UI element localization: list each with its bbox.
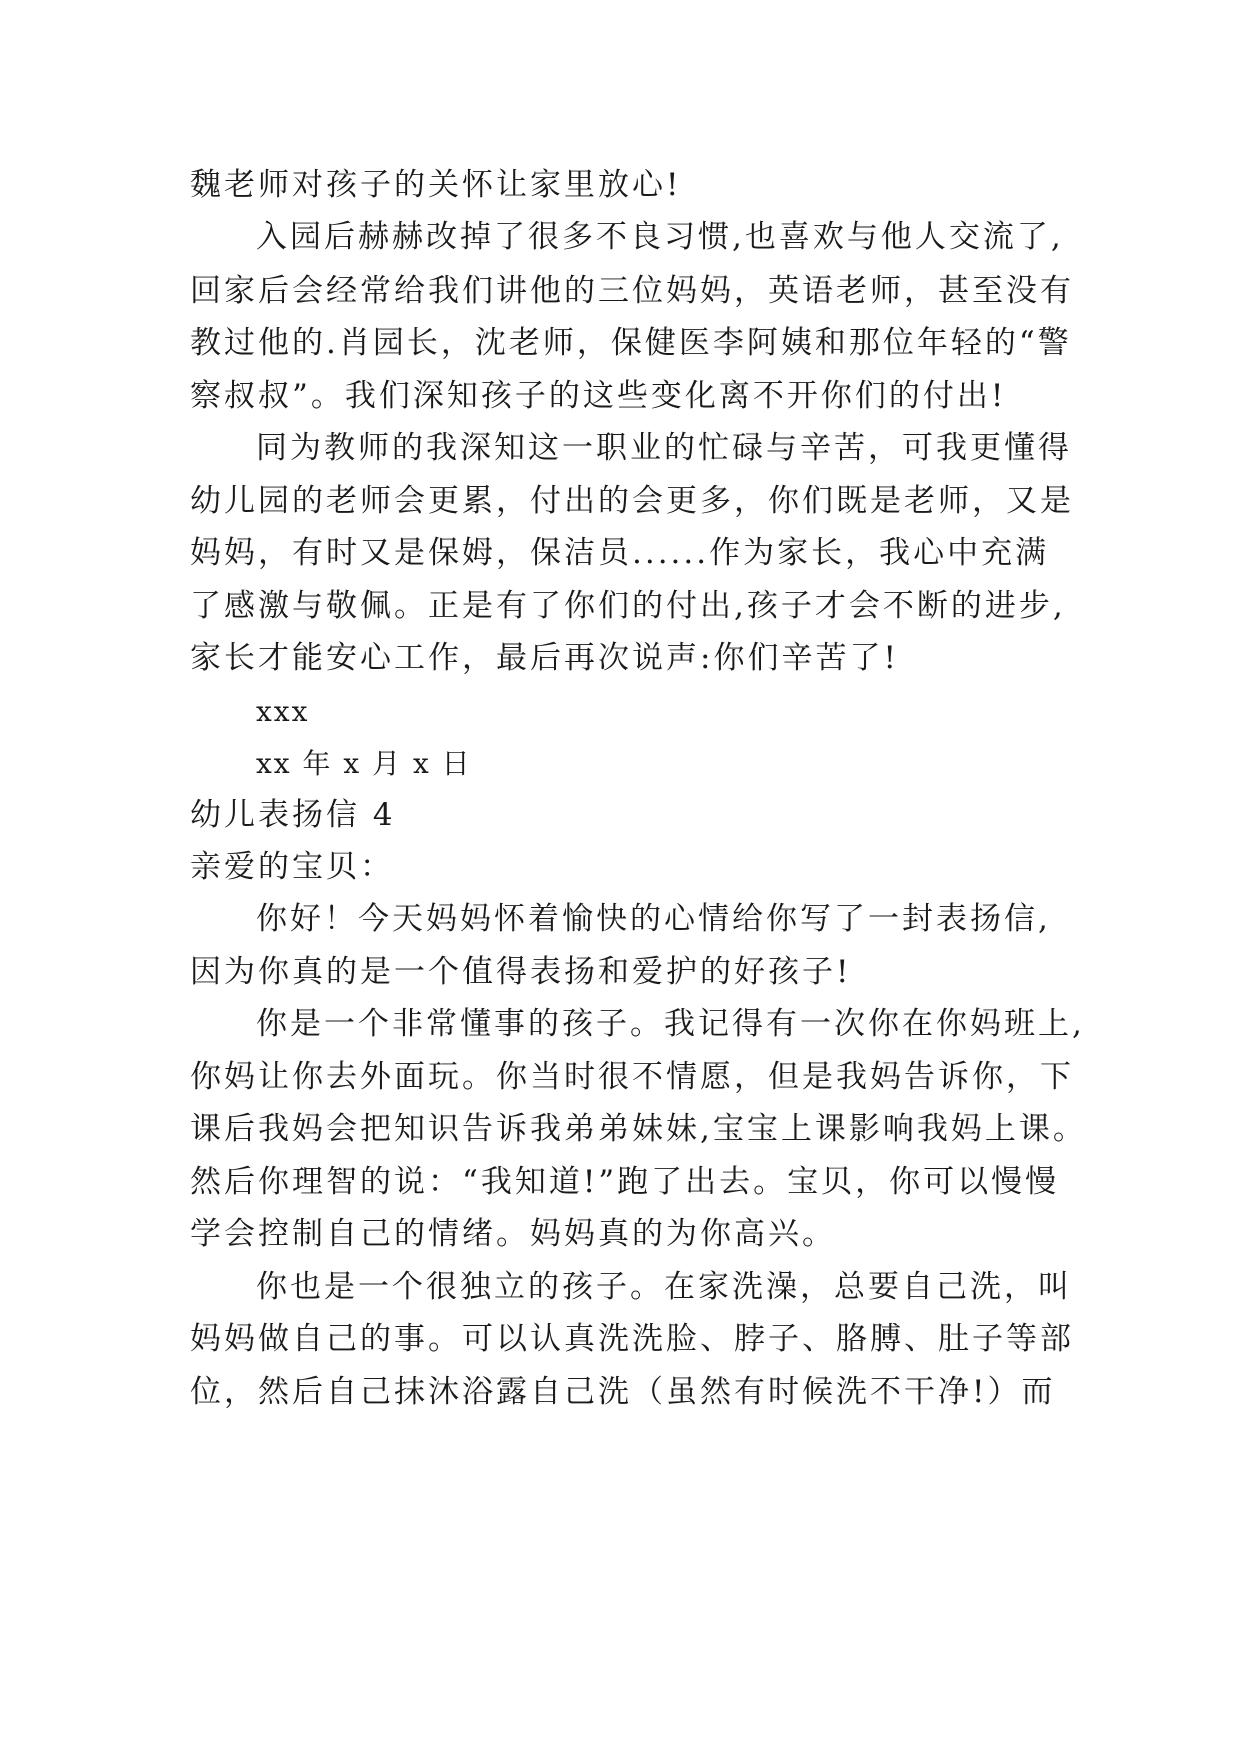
paragraph-line: 你是一个非常懂事的孩子。我记得有一次你在你妈班上, xyxy=(256,1006,1085,1042)
paragraph-line: 然后你理智的说：“我知道!”跑了出去。宝贝，你可以慢慢 xyxy=(190,1164,1060,1200)
paragraph-line: 你好！今天妈妈怀着愉快的心情给你写了一封表扬信, xyxy=(256,901,1051,937)
paragraph-line: 家长才能安心工作，最后再次说声:你们辛苦了! xyxy=(190,640,899,676)
paragraph-line: 因为你真的是一个值得表扬和爱护的好孩子! xyxy=(190,954,852,990)
paragraph-line: 妈妈，有时又是保姆，保洁员......作为家长，我心中充满 xyxy=(190,535,1050,571)
paragraph-line: 学会控制自己的情绪。妈妈真的为你高兴。 xyxy=(190,1216,836,1252)
paragraph-line: 察叔叔”。我们深知孩子的这些变化离不开你们的付出! xyxy=(190,378,1007,414)
paragraph-line: 你妈让你去外面玩。你当时很不情愿，但是我妈告诉你，下 xyxy=(190,1059,1074,1095)
paragraph-line: 幼儿园的老师会更累，付出的会更多，你们既是老师，又是 xyxy=(190,483,1074,519)
letter-salutation: 亲爱的宝贝： xyxy=(190,849,394,885)
signature-date: xx 年 x 月 x 日 xyxy=(256,747,472,780)
paragraph-line: 位，然后自己抹沐浴露自己洗（虽然有时候洗不干净!）而 xyxy=(190,1374,1056,1410)
paragraph-line: 了感激与敬佩。正是有了你们的付出,孩子才会不断的进步, xyxy=(190,588,1066,624)
paragraph-line: 妈妈做自己的事。可以认真洗洗脸、脖子、胳膊、肚子等部 xyxy=(190,1321,1074,1357)
paragraph-line: 你也是一个很独立的孩子。在家洗澡，总要自己洗，叫 xyxy=(256,1269,1072,1305)
paragraph-line: 同为教师的我深知这一职业的忙碌与辛苦，可我更懂得 xyxy=(256,430,1072,466)
paragraph-line: 入园后赫赫改掉了很多不良习惯,也喜欢与他人交流了, xyxy=(256,219,1064,255)
section-heading: 幼儿表扬信 4 xyxy=(190,797,396,833)
paragraph-line: 课后我妈会把知识告诉我弟弟妹妹,宝宝上课影响我妈上课。 xyxy=(190,1111,1087,1147)
paragraph-line: 教过他的.肖园长，沈老师，保健医李阿姨和那位年轻的“警 xyxy=(190,325,1072,361)
paragraph-line: 魏老师对孩子的关怀让家里放心! xyxy=(190,167,682,203)
paragraph-line: 回家后会经常给我们讲他的三位妈妈，英语老师，甚至没有 xyxy=(190,273,1074,309)
signature-name: xxx xyxy=(256,695,310,728)
